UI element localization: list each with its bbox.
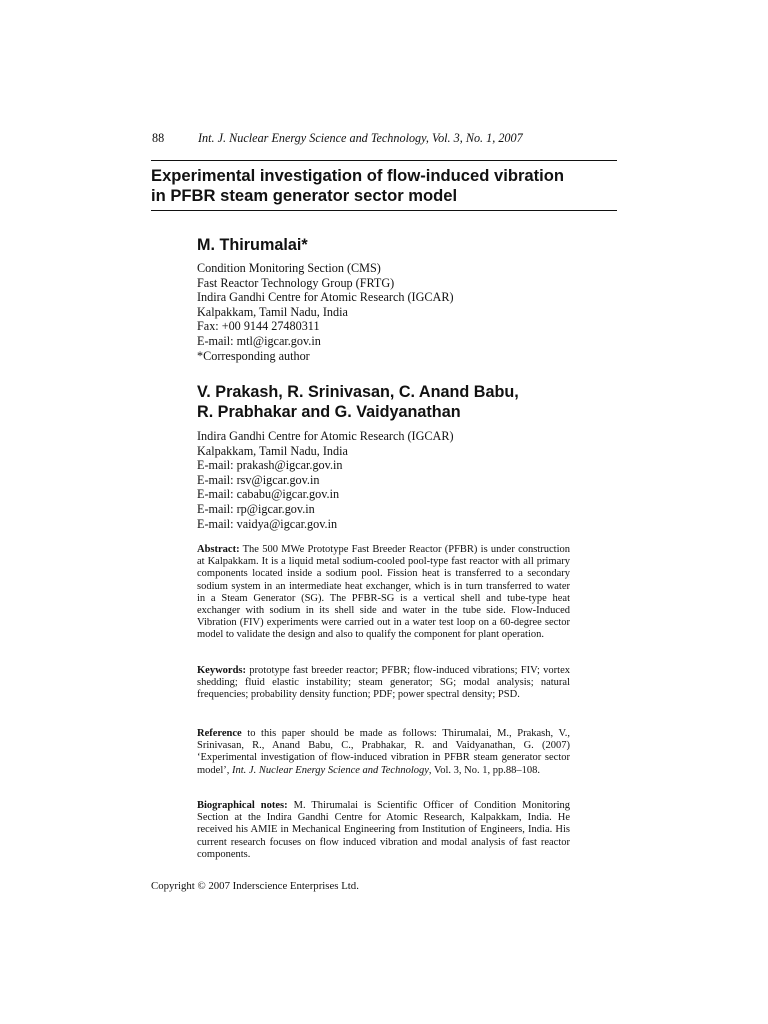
email-line: E-mail: rsv@igcar.gov.in (197, 472, 320, 487)
reference-text: to this paper should be made as follows: Thirumalai, M., Prakash, V., Srinivasan, R., Anand Babu, C., Prabhakar, R. and Vaidyanathan, G. (2007) ‘Experimental investigation of flow-induced vibration in PFBR steam generator sector model’, (197, 728, 570, 776)
email-line: E-mail: mtl@igcar.gov.in (197, 333, 321, 348)
abstract-text: The 500 MWe Prototype Fast Breeder Reactor (PFBR) is under construction at Kalpakkam. It is a liquid metal sodium-cooled pool-type fast reactor with all primary components located inside a sodium pool. Fission heat is transferred to a secondary sodium system in an intermediate heat exchanger, which is in turn transferred to water in a Steam Generator (SG). The PFBR-SG is a vertical shell and tube-type heat exchanger with sodium in its shell side and water in the tube side. Flow-Induced Vibration (FIV) experiments were carried out in a water test loop on a 60-degree sector model to validate the design and also to qualify the component for plant operation. (197, 544, 570, 641)
coauthors-line-2: R. Prabhakar and G. Vaidyanathan (197, 403, 461, 421)
keywords-label: Keywords: (197, 665, 246, 676)
coauthors (197, 382, 577, 422)
author2-affiliation (197, 429, 577, 531)
abstract-label: Abstract: (197, 544, 240, 555)
copyright-notice: Copyright © 2007 Inderscience Enterprises Ltd. (151, 880, 359, 892)
affiliation-line: Indira Gandhi Centre for Atomic Research (IGCAR) (197, 429, 454, 443)
affiliation-line: Kalpakkam, Tamil Nadu, India (197, 443, 348, 458)
email-line: E-mail: cababu@igcar.gov.in (197, 487, 340, 502)
reference-volume: , Vol. 3, No. 1, pp.88–108. (428, 764, 540, 776)
biographical-notes (197, 800, 570, 861)
fax-line: Fax: +00 9144 27480311 (197, 319, 320, 334)
affiliation-line: Fast Reactor Technology Group (FRTG) (197, 275, 395, 290)
coauthors-line-1: V. Prakash, R. Srinivasan, C. Anand Babu, (197, 383, 519, 401)
author1-affiliation (197, 261, 577, 363)
reference-label: Reference (197, 728, 242, 739)
keywords (197, 665, 570, 702)
affiliation-line: Kalpakkam, Tamil Nadu, India (197, 304, 348, 319)
email-line: E-mail: prakash@igcar.gov.in (197, 458, 343, 473)
title-rule-bottom (151, 210, 617, 211)
email-line: E-mail: rp@igcar.gov.in (197, 501, 315, 516)
biographical-text: M. Thirumalai is Scientific Officer of Condition Monitoring Section at the Indira Gandhi Centre for Atomic Research, Kalpakkam, India. He received his AMIE in Mechanical Engineering from Institution of Engineers, India. His current research focuses on flow induced vibration and modal analysis of fast reactor components. (197, 800, 571, 860)
title-line-1: Experimental investigation of flow-induced vibration (151, 166, 565, 185)
reference-journal: Int. J. Nuclear Energy Science and Technology (232, 764, 429, 776)
page-number: 88 (152, 131, 165, 145)
title-line-2: in PFBR steam generator sector model (151, 186, 458, 205)
affiliation-line: Indira Gandhi Centre for Atomic Research (IGCAR) (197, 290, 454, 305)
reference (197, 728, 570, 777)
abstract (197, 544, 570, 642)
biographical-label: Biographical notes: (197, 800, 288, 811)
paper-title (151, 166, 621, 206)
title-rule-top (151, 160, 617, 161)
keywords-text: prototype fast breeder reactor; PFBR; flow-induced vibrations; FIV; vortex shedding; fluid elastic instability; steam generator; SG; modal analysis; natural frequencies; probability density function; PDF; power spectral density; PSD. (197, 665, 570, 701)
journal-citation: Int. J. Nuclear Energy Science and Technology, Vol. 3, No. 1, 2007 (198, 131, 523, 145)
email-line: E-mail: vaidya@igcar.gov.in (197, 516, 338, 531)
author-corresponding: M. Thirumalai* (197, 236, 308, 254)
corresponding-note: *Corresponding author (197, 348, 310, 363)
affiliation-line: Condition Monitoring Section (CMS) (197, 261, 381, 275)
